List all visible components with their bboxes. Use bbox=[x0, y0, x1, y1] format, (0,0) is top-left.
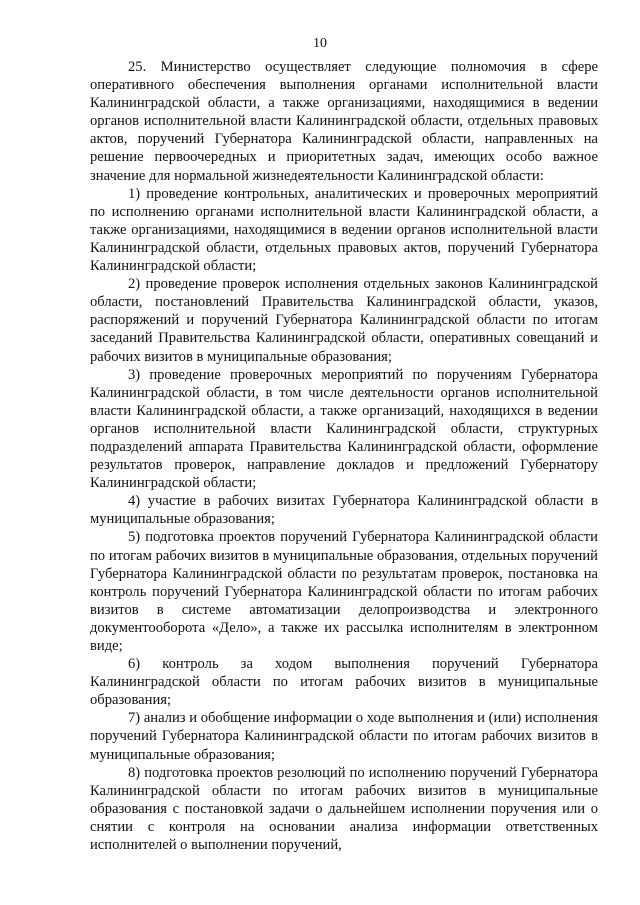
list-item-1: 1) проведение контрольных, аналитических и проверочных мероприятий по исполнению органами исполнительной власти Калининградской области, а также организациями, находящимися в ведении органов исполнительной власти Калининградской области, отдельных правовых актов, поручений Губернатора Калининградской области; bbox=[90, 185, 598, 275]
list-item-4: 4) участие в рабочих визитах Губернатора Калининградской области в муниципальные образования; bbox=[90, 493, 598, 528]
list-item-3: 3) проведение проверочных мероприятий по поручениям Губернатора Калининградской области, в том числе деятельности органов исполнительной власти Калининградской области, а также организаций, находящихся в ведении органов исполнительной власти Калининградской области, структурных подразделений аппарата Правительства Калининградской области, оформление результатов проверок, направление докладов и предложений Губернатору Калининградской области; bbox=[90, 366, 598, 492]
list-item-2: 2) проведение проверок исполнения отдельных законов Калининградской области, постановлений Правительства Калининградской области, указов, распоряжений и поручений Губернатора Калининградской области по итогам заседаний Правительства Калининградской области, оперативных совещаний и рабочих визитов в муниципальные образования; bbox=[90, 276, 598, 365]
document-body bbox=[90, 58, 598, 854]
page-number: 10 bbox=[313, 36, 327, 51]
list-item-8: 8) подготовка проектов резолюций по исполнению поручений Губернатора Калининградской области по итогам рабочих визитов в муниципальные образования с постановкой задачи о дальнейшем исполнении поручения или о снятии с контроля на основании анализа информации ответственных исполнителей о выполнении поручений, bbox=[90, 764, 598, 854]
list-item-7: 7) анализ и обобщение информации о ходе выполнения и (или) исполнения поручений Губернатора Калининградской области по итогам рабочих визитов в муниципальные образования; bbox=[90, 710, 598, 763]
list-item-6: 6) контроль за ходом выполнения поручений Губернатора Калининградской области по итогам рабочих визитов в муниципальные образования; bbox=[90, 656, 598, 709]
list-item-5: 5) подготовка проектов поручений Губернатора Калининградской области по итогам рабочих визитов в муниципальные образования, отдельных поручений Губернатора Калининградской области по результатам проверок, постановка на контроль поручений Губернатора Калининградской области по итогам рабочих визитов в системе автоматизации делопроизводства и электронного документооборота «Дело», а также их рассылка исполнителям в электронном виде; bbox=[90, 529, 598, 654]
paragraph-25: 25. Министерство осуществляет следующие полномочия в сфере оперативного обеспечения выполнения органами исполнительной власти Калининградской области, а также организациями, находящимися в ведении органов исполнительной власти Калининградской области, отдельных правовых актов, поручений Губернатора Калининградской области, направленных на решение первоочередных и приоритетных задач, имеющих особо важное значение для нормальной жизнедеятельности Калининградской области: bbox=[90, 59, 598, 184]
